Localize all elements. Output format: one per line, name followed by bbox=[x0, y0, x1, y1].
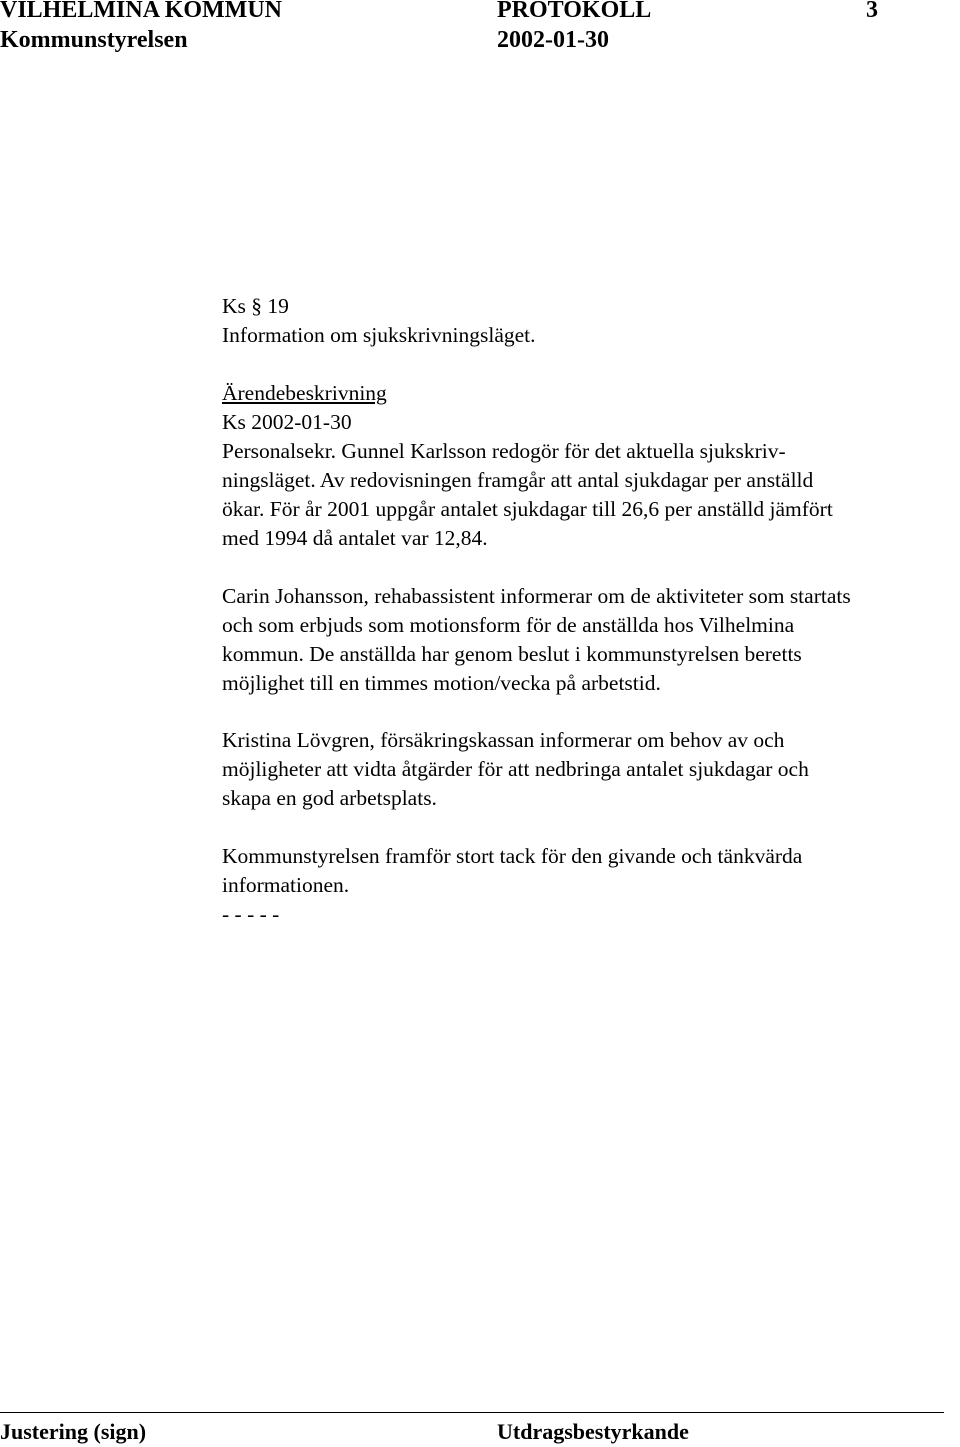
text-line: Personalsekr. Gunnel Karlsson redogör för det aktuella sjukskriv- bbox=[222, 439, 786, 463]
text-line: kommun. De anställda har genom beslut i kommunstyrelsen beretts bbox=[222, 642, 802, 666]
text-line: ningsläget. Av redovisningen framgår att antal sjukdagar per anställd bbox=[222, 468, 814, 492]
end-dashes: - - - - - bbox=[222, 902, 280, 926]
text-line: Carin Johansson, rehabassistent informerar om de aktiviteter som startats bbox=[222, 584, 851, 608]
footer-justering: Justering (sign) bbox=[0, 1419, 147, 1444]
text-line: ökar. För år 2001 uppgår antalet sjukdagar till 26,6 per anställd jämfört bbox=[222, 497, 833, 521]
meeting-reference: Ks 2002-01-30 bbox=[222, 410, 352, 434]
text-line: och som erbjuds som motionsform för de anställda hos Vilhelmina bbox=[222, 613, 795, 637]
header-municipality: VILHELMINA KOMMUN bbox=[0, 0, 282, 23]
text-line: möjlighet till en timmes motion/vecka på arbetstid. bbox=[222, 671, 661, 695]
header-page-number: 3 bbox=[866, 0, 878, 23]
description-paragraph bbox=[222, 437, 833, 553]
item-title: Information om sjukskrivningsläget. bbox=[222, 323, 536, 347]
footer-rule bbox=[0, 1412, 944, 1413]
paragraph-kristina-lovgren bbox=[222, 726, 809, 813]
text-line: med 1994 då antalet var 12,84. bbox=[222, 526, 488, 550]
text-line: informationen. bbox=[222, 873, 350, 897]
footer-utdragsbestyrkande: Utdragsbestyrkande bbox=[497, 1419, 689, 1444]
text-line: Kommunstyrelsen framför stort tack för den givande och tänkvärda bbox=[222, 844, 803, 868]
section-number: Ks § 19 bbox=[222, 294, 289, 318]
header-body: Kommunstyrelsen bbox=[0, 27, 188, 53]
description-heading: Ärendebeskrivning bbox=[222, 381, 387, 405]
header-doc-type: PROTOKOLL bbox=[497, 0, 652, 23]
paragraph-carin-johansson bbox=[222, 582, 851, 698]
text-line: möjligheter att vidta åtgärder för att nedbringa antalet sjukdagar och bbox=[222, 757, 809, 781]
text-line: skapa en god arbetsplats. bbox=[222, 786, 437, 810]
header-date: 2002-01-30 bbox=[497, 27, 609, 53]
paragraph-conclusion bbox=[222, 842, 802, 929]
text-line: Kristina Lövgren, försäkringskassan informerar om behov av och bbox=[222, 728, 785, 752]
